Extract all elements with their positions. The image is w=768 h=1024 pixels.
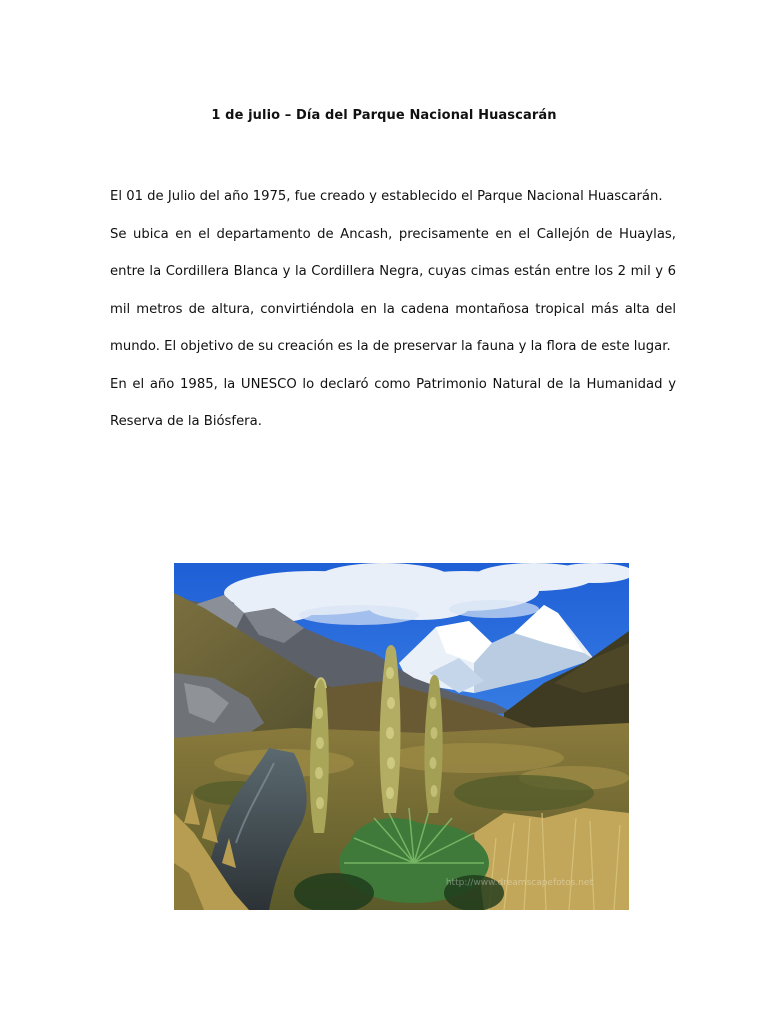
document-body — [110, 178, 676, 441]
paragraph-unesco: En el año 1985, la UNESCO lo declaró como Patrimonio Natural de la Humanidad y Reserva de la Biósfera. — [110, 376, 676, 429]
paragraph-creation: El 01 de Julio del año 1975, fue creado y establecido el Parque Nacional Huascarán. — [110, 189, 663, 204]
photo-watermark: http://www.dreamscapefotos.net — [445, 878, 593, 888]
paragraph-location: Se ubica en el departamento de Ancash, precisamente en el Callejón de Huaylas, entre la Cordillera Blanca y la Cordillera Negra, cuyas cimas están entre los 2 mil y 6 mil metros de altura, convirtiéndola en la cadena montañosa tropical más alta del mundo. El objetivo de su creación es la de preservar la fauna y la flora de este lugar. — [110, 226, 676, 354]
document-title: 1 de julio – Día del Parque Nacional Huascarán — [211, 108, 557, 123]
huascaran-landscape-photo — [174, 563, 629, 910]
